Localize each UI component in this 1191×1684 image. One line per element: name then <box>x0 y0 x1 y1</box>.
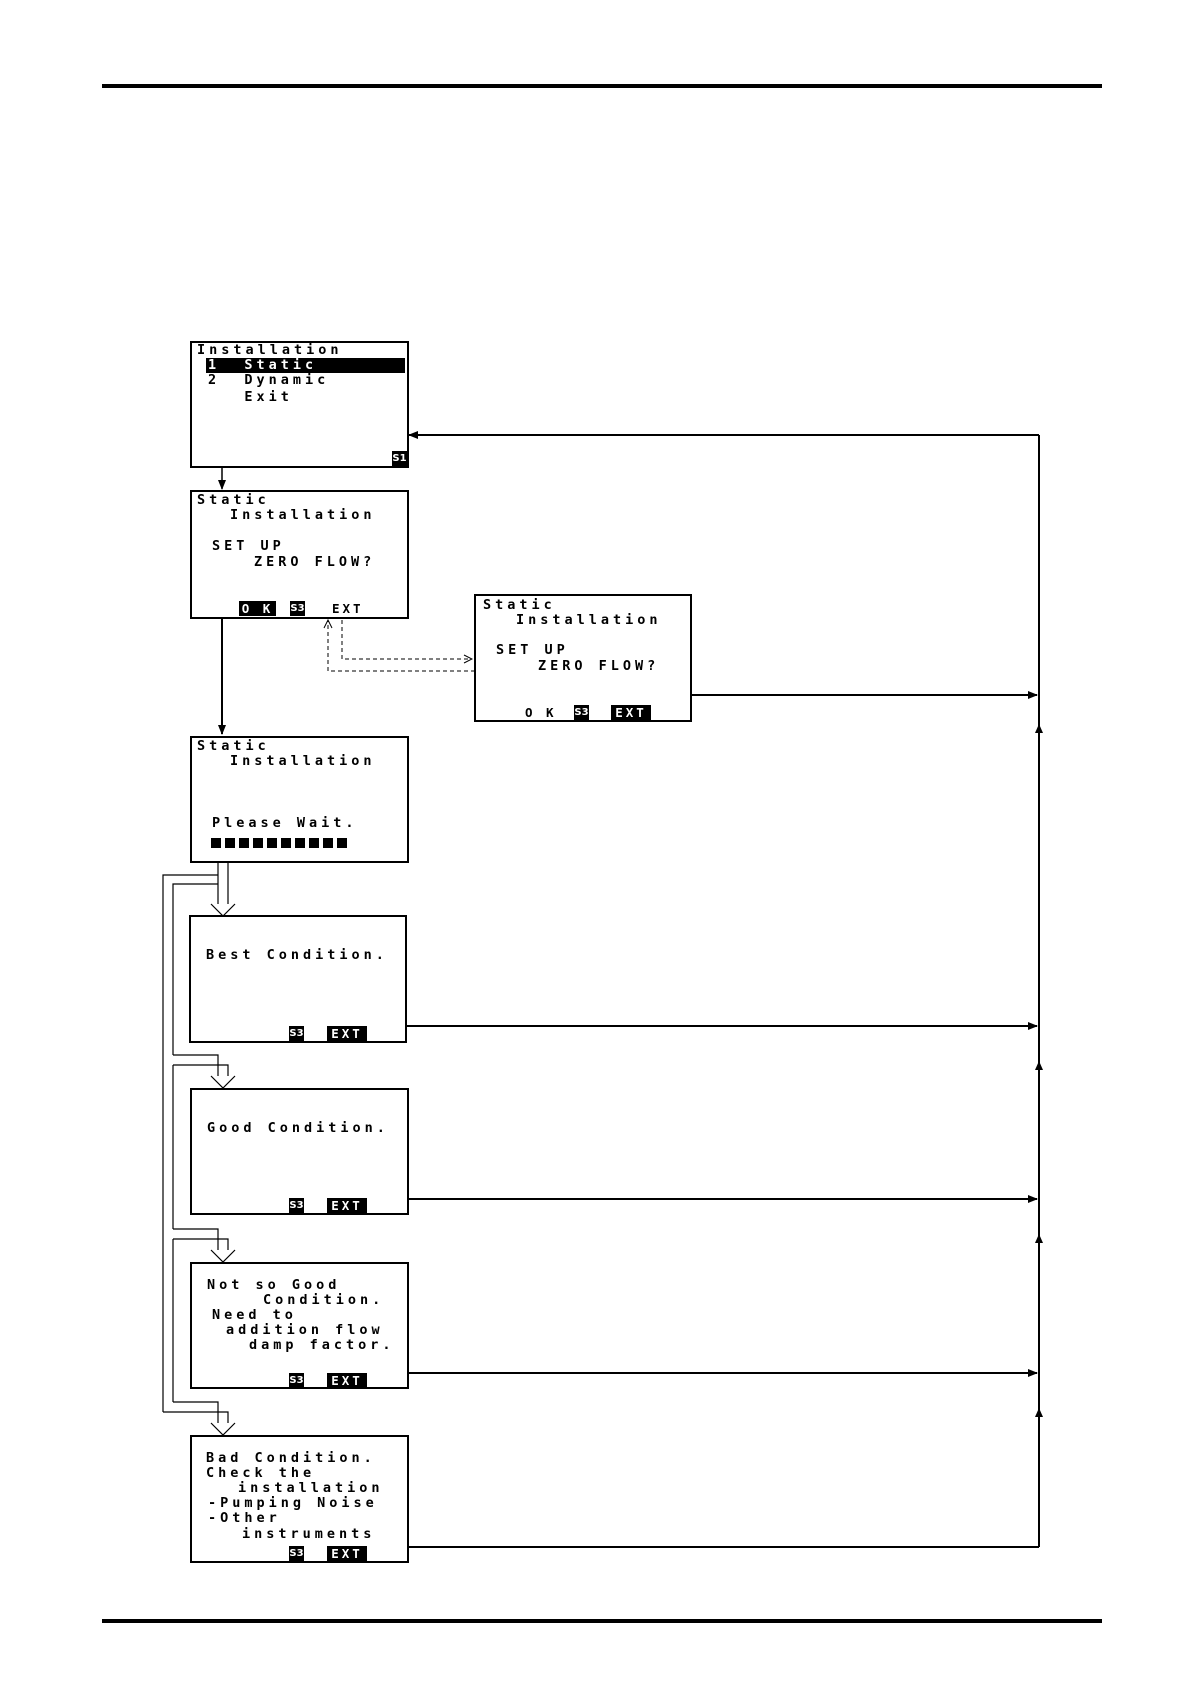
bad-line6: instruments <box>242 1526 376 1542</box>
menu-item-exit[interactable]: Exit <box>208 389 293 405</box>
bus-arrowhead <box>1035 1408 1043 1417</box>
best-condition-screen <box>189 915 407 1043</box>
bad-line5: -Other <box>208 1510 281 1526</box>
good-line: Good Condition. <box>207 1120 389 1136</box>
progress-block <box>253 838 263 848</box>
progress-block <box>239 838 249 848</box>
dashed-arrow-to-ext-screen <box>342 620 472 659</box>
confirm-ext-line4: ZERO FLOW? <box>538 658 660 674</box>
progress-block <box>281 838 291 848</box>
ext-button[interactable]: EXT <box>327 1198 367 1213</box>
notgood-line5: damp factor. <box>249 1337 395 1353</box>
progress-block <box>337 838 347 848</box>
bus-arrowhead <box>1035 1234 1043 1243</box>
menu-item-static[interactable]: 1 Static <box>206 358 405 373</box>
screen-tag-s3: S3 <box>289 1200 304 1211</box>
wait-line1: Static <box>197 738 270 754</box>
bad-condition-screen <box>190 1435 409 1563</box>
not-so-good-screen <box>190 1262 409 1389</box>
progress-block <box>267 838 277 848</box>
screen-tag-s3: S3 <box>574 707 589 718</box>
progress-bar <box>211 838 347 848</box>
ext-button[interactable]: EXT <box>327 1546 367 1561</box>
good-condition-screen <box>190 1088 409 1215</box>
menu-title: Installation <box>197 342 343 358</box>
confirm-ext-screen <box>474 594 692 722</box>
confirm-screen <box>190 490 409 619</box>
notgood-line1: Not so Good <box>207 1277 341 1293</box>
screen-tag-s1: S1 <box>392 453 407 464</box>
confirm-line1: Static <box>197 492 270 508</box>
progress-block <box>295 838 305 848</box>
screen-tag-s3: S3 <box>289 1548 304 1559</box>
ext-button[interactable]: EXT <box>611 705 651 720</box>
bus-arrowhead <box>1035 1061 1043 1070</box>
ext-button[interactable]: EXT <box>327 1026 367 1041</box>
screen-tag-s3: S3 <box>290 603 305 614</box>
progress-block <box>211 838 221 848</box>
progress-block <box>225 838 235 848</box>
confirm-ext-line1: Static <box>483 597 556 613</box>
menu-item-dynamic[interactable]: 2 Dynamic <box>208 372 330 388</box>
bus-arrowhead <box>1035 724 1043 733</box>
bad-line2: Check the <box>206 1465 316 1481</box>
notgood-line3: Need to <box>212 1307 297 1323</box>
best-line: Best Condition. <box>206 947 388 963</box>
bad-line3: installation <box>238 1480 384 1496</box>
bad-line1: Bad Condition. <box>206 1450 376 1466</box>
wait-line2: Installation <box>230 753 376 769</box>
confirm-line3: SET UP <box>212 538 285 554</box>
bad-line4: -Pumping Noise <box>208 1495 378 1511</box>
notgood-line4: addition flow <box>226 1322 384 1338</box>
confirm-ext-line3: SET UP <box>496 642 569 658</box>
confirm-line2: Installation <box>230 507 376 523</box>
notgood-line2: Condition. <box>263 1292 385 1308</box>
progress-block <box>309 838 319 848</box>
wait-message: Please Wait. <box>212 815 358 831</box>
screen-tag-s3: S3 <box>289 1028 304 1039</box>
confirm-line4: ZERO FLOW? <box>254 554 376 570</box>
confirm-ext-line2: Installation <box>516 612 662 628</box>
ok-button[interactable]: O K <box>239 601 276 616</box>
ok-button[interactable]: O K <box>525 705 557 720</box>
screen-tag-s3: S3 <box>289 1375 304 1386</box>
dashed-arrow-back-to-confirm <box>328 620 475 671</box>
wait-screen <box>190 736 409 863</box>
ext-button[interactable]: EXT <box>327 1373 367 1388</box>
menu-screen <box>190 341 409 468</box>
ext-button[interactable]: EXT <box>332 601 364 616</box>
progress-block <box>323 838 333 848</box>
